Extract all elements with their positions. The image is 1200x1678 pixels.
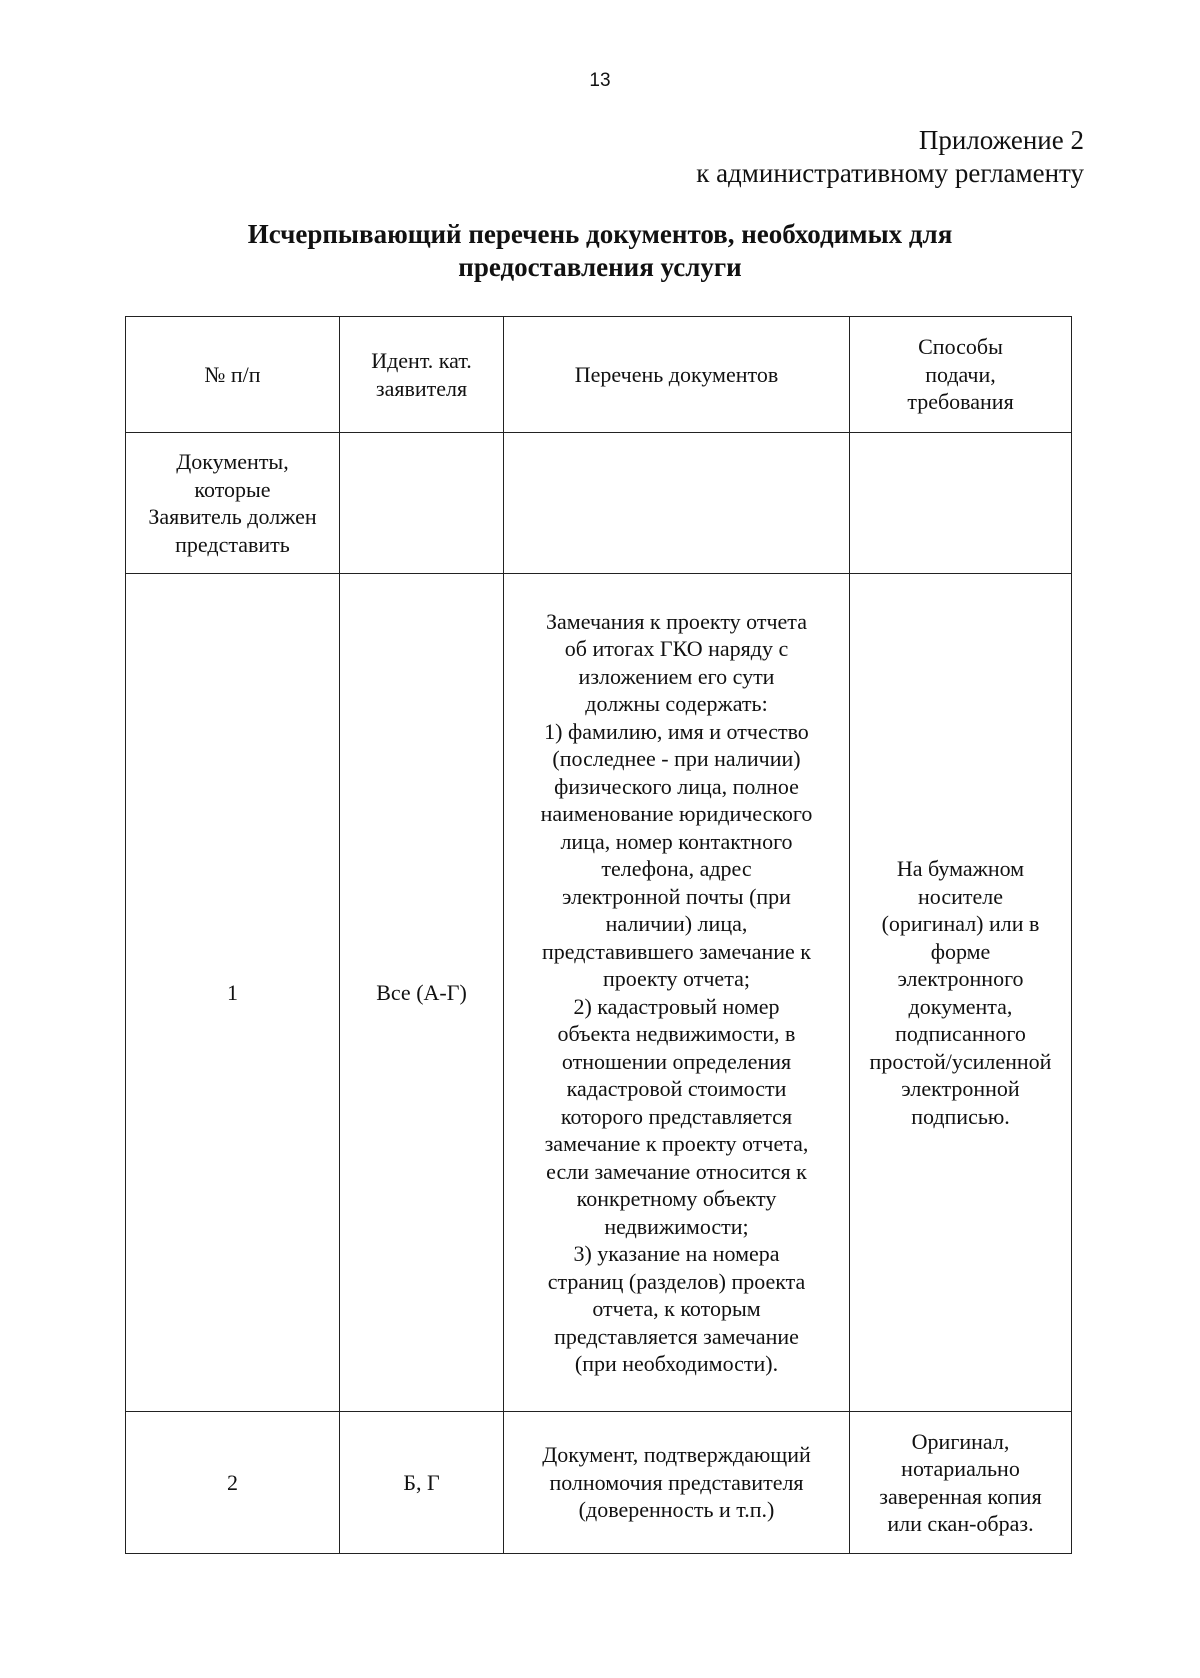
row-documents	[504, 1412, 850, 1554]
text-line: документа,	[908, 993, 1013, 1019]
text-line: наименование юридического	[540, 801, 813, 826]
text-line: или скан-образ.	[887, 1511, 1034, 1536]
text-line: страниц (разделов) проекта	[547, 1268, 806, 1294]
appendix-line-2: к административному регламенту	[696, 158, 1084, 188]
row-documents	[504, 574, 850, 1412]
header-category	[340, 317, 504, 433]
document-title	[160, 218, 1040, 284]
text-line: Документ, подтверждающий	[542, 1442, 811, 1468]
header-documents: Перечень документов	[504, 317, 850, 433]
text-line: Документы,	[176, 449, 289, 474]
text-line: подписанного	[895, 1021, 1026, 1046]
section-empty-cell	[850, 433, 1072, 574]
table-row	[126, 1412, 1072, 1554]
text-line: полномочия представителя	[549, 1469, 804, 1495]
text-line: 3) указание на номера	[573, 1241, 780, 1266]
text-line: должны содержать:	[585, 691, 768, 716]
section-label	[126, 433, 340, 574]
header-methods	[850, 317, 1072, 433]
text-line: На бумажном	[896, 856, 1025, 881]
text-line: изложением его сути	[578, 663, 775, 689]
text-line: 1) фамилию, имя и отчество	[544, 718, 809, 744]
text-line: замечание к проекту отчета,	[544, 1131, 809, 1156]
appendix-caption	[696, 124, 1084, 190]
text-line: представляется замечание	[554, 1323, 799, 1349]
text-line: подписью.	[911, 1103, 1010, 1129]
text-line: об итогах ГКО наряду с	[564, 636, 789, 661]
text-line: представить	[175, 531, 290, 557]
text-line: Замечания к проекту отчета	[546, 608, 807, 634]
header-num: № п/п	[126, 317, 340, 433]
table-row	[126, 574, 1072, 1412]
section-empty-cell	[340, 433, 504, 574]
text-line: заявителя	[375, 375, 468, 401]
text-line: недвижимости;	[604, 1213, 749, 1239]
text-line: форме	[930, 938, 991, 964]
text-line: (оригинал) или в	[881, 911, 1040, 936]
text-line: электронного	[897, 966, 1024, 991]
text-line: (последнее - при наличии)	[552, 746, 801, 771]
appendix-line-1: Приложение 2	[918, 125, 1084, 155]
text-line: телефона, адрес	[601, 856, 752, 881]
text-line: (доверенность и т.п.)	[578, 1497, 775, 1523]
table-header-row	[126, 317, 1072, 433]
text-line: Идент. кат.	[371, 348, 472, 373]
text-line: если замечание относится к	[546, 1158, 807, 1184]
text-line: лица, номер контактного	[560, 828, 793, 854]
text-line: которого представляется	[560, 1103, 793, 1129]
document-title-line-1: Исчерпывающий перечень документов, необходимых для	[247, 219, 953, 249]
text-line: конкретному объекту	[576, 1186, 777, 1211]
text-line: Способы	[918, 334, 1003, 360]
row-methods	[850, 574, 1072, 1412]
text-line: отношении определения	[561, 1048, 792, 1074]
section-row	[126, 433, 1072, 574]
document-title-line-2: предоставления услуги	[458, 252, 742, 282]
text-line: подачи,	[925, 361, 996, 387]
text-line: кадастровой стоимости	[566, 1076, 787, 1101]
page-number: 13	[589, 70, 611, 91]
text-line: которые	[194, 476, 271, 502]
row-category: Все (А-Г)	[340, 574, 504, 1412]
text-line: электронной почты (при	[562, 883, 791, 909]
text-line: отчета, к которым	[592, 1296, 761, 1321]
documents-table	[125, 316, 1072, 1554]
text-line: Заявитель должен	[148, 504, 317, 529]
row-methods	[850, 1412, 1072, 1554]
text-line: проекту отчета;	[603, 966, 750, 991]
row-num: 2	[126, 1412, 340, 1554]
text-line: (при необходимости).	[574, 1351, 779, 1376]
text-line: объекта недвижимости, в	[557, 1021, 796, 1046]
text-line: носителе	[918, 883, 1003, 909]
text-line: 2) кадастровый номер	[573, 993, 780, 1019]
text-line: электронной	[901, 1076, 1020, 1101]
text-line: физического лица, полное	[554, 773, 799, 799]
text-line: простой/усиленной	[869, 1048, 1052, 1074]
text-line: требования	[907, 389, 1014, 415]
text-line: наличии) лица,	[605, 911, 748, 936]
section-empty-cell	[504, 433, 850, 574]
text-line: Оригинал,	[911, 1428, 1010, 1454]
text-line: нотариально	[901, 1456, 1020, 1481]
row-category: Б, Г	[340, 1412, 504, 1554]
row-num: 1	[126, 574, 340, 1412]
text-line: представившего замечание к	[541, 938, 811, 964]
text-line: заверенная копия	[879, 1483, 1042, 1509]
